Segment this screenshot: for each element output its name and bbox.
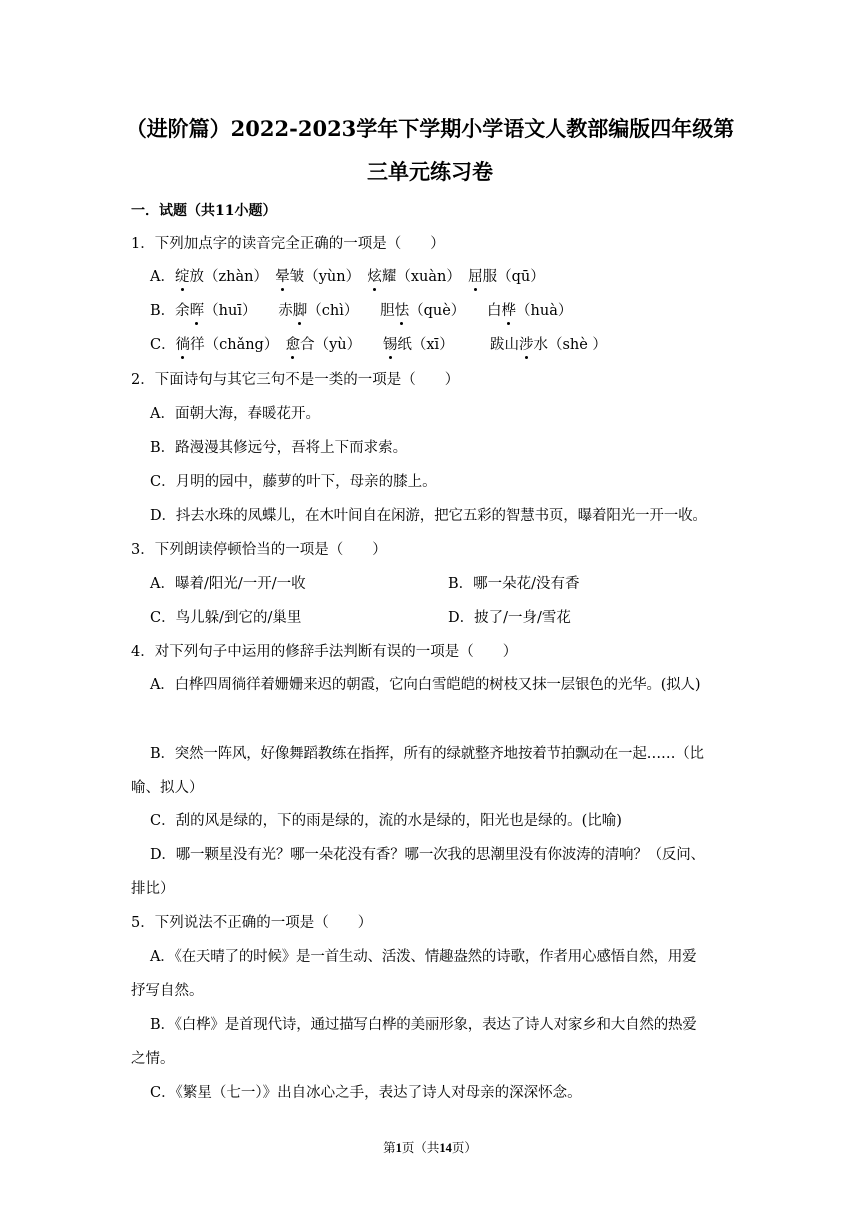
question-2-option-a: A．面朝大海，春暖花开。 [150,406,320,422]
question-3-stem: 3．下列朗读停顿恰当的一项是（ ） [131,542,387,558]
question-4-option-b-line-2: 喻、拟人） [131,780,204,796]
question-1-option-b: B．余晖（huī） 赤脚（chì） 胆怯（què） 白桦（huà） [150,303,573,319]
question-3-option-d: D．披了/一身/雪花 [448,610,571,626]
question-5-option-b-line-1: B．《白桦》是首现代诗，通过描写白桦的美丽形象，表达了诗人对家乡和大自然的热爱 [150,1017,697,1033]
question-2-stem: 2．下面诗句与其它三句不是一类的一项是（ ） [131,372,460,388]
question-5-option-a-line-2: 抒写自然。 [131,983,204,999]
question-4-option-d-line-2: 排比） [131,881,175,897]
question-5-option-c: C．《繁星（七一）》出自冰心之手，表达了诗人对母亲的深深怀念。 [150,1085,582,1101]
question-2-option-c: C．月明的园中，藤萝的叶下，母亲的膝上。 [150,474,437,490]
page-title-line-1: （进阶篇）2022-2023学年下学期小学语文人教部编版四年级第 [125,116,735,141]
question-3-option-c: C．鸟儿躲/到它的/巢里 [150,610,302,626]
section-heading: 一．试题（共11小题） [131,203,277,219]
page-number-footer: 第1页（共14页） [383,1140,477,1155]
current-page-number: 1 [395,1141,402,1155]
question-3-option-b: B．哪一朵花/没有香 [448,576,580,592]
question-2-option-d: D．抖去水珠的凤蝶儿，在木叶间自在闲游，把它五彩的智慧书页，曝着阳光一开一收。 [150,508,707,524]
question-1-option-a: A．绽放（zhàn） 晕皱（yùn） 炫耀（xuàn） 屈服（qū） [150,269,545,285]
question-1-option-c: C．徜徉（chǎng） 愈合（yù） 锡纸（xī） 跋山涉水（shè ） [150,337,607,353]
question-5-stem: 5．下列说法不正确的一项是（ ） [131,915,373,931]
question-4-stem: 4．对下列句子中运用的修辞手法判断有误的一项是（ ） [131,644,518,660]
question-1-stem: 1．下列加点字的读音完全正确的一项是（ ） [131,236,445,252]
question-4-option-c: C．刮的风是绿的，下的雨是绿的，流的水是绿的，阳光也是绿的。(比喻) [150,813,622,829]
question-4-option-d-line-1: D．哪一颗星没有光？哪一朵花没有香？哪一次我的思潮里没有你波涛的清响？（反问、 [150,847,705,863]
question-5-option-a-line-1: A．《在天晴了的时候》是一首生动、活泼、情趣盎然的诗歌，作者用心感悟自然，用爱 [150,949,697,965]
question-5-option-b-line-2: 之情。 [131,1051,175,1067]
question-4-option-b-line-1: B．突然一阵风，好像舞蹈教练在指挥，所有的绿就整齐地按着节拍飘动在一起……（比 [150,746,704,762]
question-3-option-a: A．曝着/阳光/一开/一收 [150,576,306,592]
question-2-option-b: B．路漫漫其修远兮，吾将上下而求索。 [150,440,408,456]
page-title-line-2: 三单元练习卷 [367,159,493,184]
total-page-count: 14 [439,1141,452,1155]
question-4-option-a: A．白桦四周徜徉着姗姗来迟的朝霞，它向白雪皑皑的树枝又抹一层银色的光华。(拟人) [150,677,701,693]
